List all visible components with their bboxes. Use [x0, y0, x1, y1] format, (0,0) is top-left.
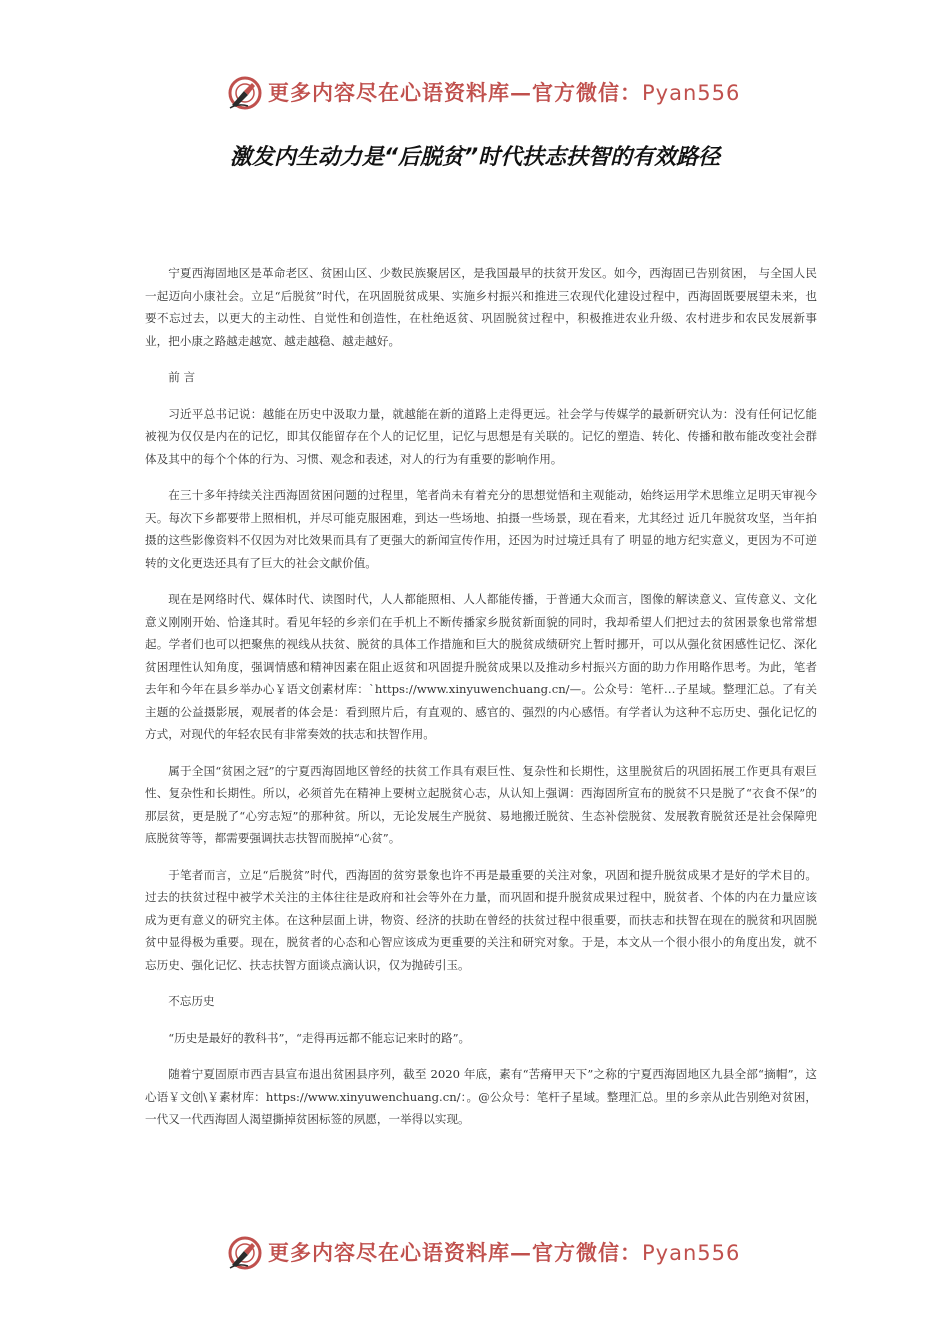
- logo-icon: [226, 1235, 264, 1271]
- paragraph: 在三十多年持续关注西海固贫困问题的过程里，笔者尚未有着充分的思想觉悟和主观能动，始终运用学术思维立足明天审视今天。每次下乡都要带上照相机，并尽可能克服困难，到达一些场地、拍摄一些场景，现在看来，尤其经过 近几年脱贫攻坚，当年拍摄的这些影像资料不仅因为对比效果而具有了更强大的新闻宣传作用，还因为时过境迁具有了 明显的地方纪实意义，更因为不可逆转的文化更迭还具有了巨大的社会文献价值。: [145, 488, 817, 570]
- section-heading-preface: 前 言: [168, 370, 196, 384]
- paragraph: 现在是网络时代、媒体时代、读图时代，人人都能照相、人人都能传播，于普通大众而言，图像的解读意义、宣传意义、文化意义刚刚开始、恰逢其时。看见年轻的乡亲们在手机上不断传播家乡脱贫新面貌的同时，我却希望人们把过去的贫困景象也常常想起。学者们也可以把聚焦的视线从扶贫、脱贫的具体工作措施和巨大的脱贫成绩研究上暂时挪开，可以从强化贫困感性记忆、深化贫困理性认知角度，强调情感和精神因素在阻止返贫和巩固提升脱贫成果以及推动乡村振兴方面的助力作用略作思考。为此，笔者去年和今年在县乡举办心￥语文创素材库：`https://www.xinyuwenchuang.cn/—。公众号：笔杆…子星域。整理汇总。了有关主题的公益摄影展，观展者的体会是：看到照片后，有直观的、感官的、强烈的内心感悟。有学者认为这种不忘历史、强化记忆的方式，对现代的年轻农民有非常奏效的扶志和扶智作用。: [145, 592, 817, 741]
- paragraph: 属于全国“贫困之冠”的宁夏西海固地区曾经的扶贫工作具有艰巨性、复杂性和长期性，这里脱贫后的巩固拓展工作更具有艰巨性、复杂性和长期性。所以，必须首先在精神上要树立起脱贫心志，从认知上强调：西海固所宣布的脱贫不只是脱了“衣食不保”的那层贫，更是脱了“心穷志短”的那种贫。所以，无论发展生产脱贫、易地搬迁脱贫、生态补偿脱贫、发展教育脱贫还是社会保障兜底脱贫等等，都需要强调扶志扶智而脱掉“心贫”。: [145, 763, 817, 845]
- document-title: 激发内生动力是“后脱贫”时代扶志扶智的有效路径: [229, 145, 721, 170]
- document-body: [145, 262, 817, 1145]
- logo-icon: [226, 75, 264, 111]
- paragraph: 于笔者而言，立足“后脱贫”时代，西海固的贫穷景象也许不再是最重要的关注对象，巩固和提升脱贫成果才是好的学术目的。过去的扶贫过程中被学术关注的主体往往是政府和社会等外在力量，而巩固和提升脱贫成果过程中，脱贫者、个体的内在力量应该成为更有意义的研究主体。在这种层面上讲，物资、经济的扶助在曾经的扶贫过程中很重要，而扶志和扶智在现在的脱贫和巩固脱贫中显得极为重要。现在，脱贫者的心态和心智应该成为更重要的关注和研究对象。于是，本文从一个很小很小的角度出发，就不忘历史、强化记忆、扶志扶智方面谈点滴认识，仅为抛砖引玉。: [145, 867, 817, 972]
- paragraph-intro: 宁夏西海固地区是革命老区、贫困山区、少数民族聚居区，是我国最早的扶贫开发区。如今，西海固已告别贫困， 与全国人民一起迈向小康社会。立足“后脱贫”时代，在巩固脱贫成果、实施乡村振兴和推进三农现代化建设过程中，西海固既要展望未来，也要不忘过去，以更大的主动性、自觉性和创造性，在杜绝返贫、巩固脱贫过程中，积极推进农业升级、农村进步和农民发展新事业，把小康之路越走越宽、越走越稳、越走越好。: [145, 266, 817, 348]
- paragraph-quote: “历史是最好的教科书”，“走得再远都不能忘记来时的路”。: [168, 1030, 471, 1045]
- header-banner: [0, 73, 950, 113]
- section-heading-history: 不忘历史: [168, 994, 215, 1008]
- banner-text: [268, 77, 740, 107]
- footer-banner: [0, 1233, 950, 1273]
- banner-text-cn: 更多内容尽在心语资料库—官方微信：: [268, 80, 642, 105]
- banner-wechat-id: Pyan556: [642, 81, 741, 105]
- banner-text: [268, 1237, 740, 1267]
- paragraph: 随着宁夏固原市西吉县宣布退出贫困县序列，截至 2020 年底，素有“苦瘠甲天下”之称的宁夏西海固地区九县全部“摘帽”，这心语￥文创\￥素材库：https://www.xinyuwenchuang.cn/：。@公众号：笔杆子星域。整理汇总。里的乡亲从此告别绝对贫困，一代又一代西海固人渴望撕掉贫困标签的夙愿，一举得以实现。: [145, 1067, 817, 1126]
- paragraph: 习近平总书记说：越能在历史中汲取力量，就越能在新的道路上走得更远。社会学与传媒学的最新研究认为：没有任何记忆能被视为仅仅是内在的记忆，即其仅能留存在个人的记忆里，记忆与思想是有关联的。记忆的塑造、转化、传播和散布能改变社会群体及其中的每个个体的行为、习惯、观念和表述，对人的行为有重要的影响作用。: [145, 406, 817, 466]
- banner-text-cn: 更多内容尽在心语资料库—官方微信：: [268, 1240, 642, 1265]
- banner-wechat-id: Pyan556: [642, 1241, 741, 1265]
